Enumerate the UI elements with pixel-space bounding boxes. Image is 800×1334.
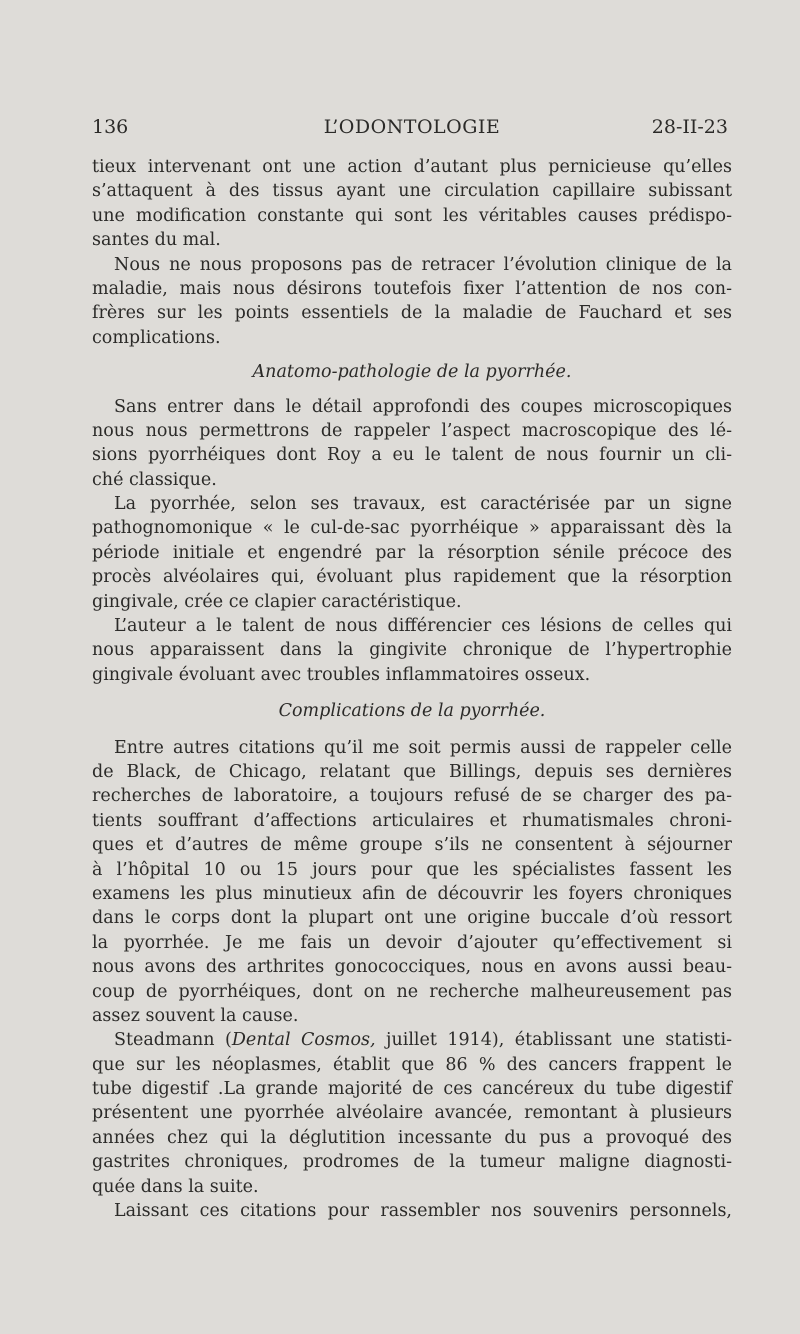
text-line: gingivale, crée ce clapier caractéristique. — [92, 591, 462, 612]
text-line: quée dans la suite. — [92, 1176, 259, 1197]
text-line: recherches de laboratoire, a toujours refusé de se charger des pa- — [92, 786, 732, 807]
text-line: nous nous permettrons de rappeler l’aspect macroscopique des lé- — [92, 420, 732, 441]
text-line: ques et d’autres de même groupe s’ils ne consentent à séjourner — [92, 835, 732, 856]
journal-title: L’ODONTOLOGIE — [323, 116, 501, 138]
text-line-with-citation — [92, 1028, 732, 1052]
text-line: années chez qui la déglutition incessante du pus a provoqué des — [92, 1127, 732, 1148]
text-line: à l’hôpital 10 ou 15 jours pour que les spécialistes fassent les — [92, 859, 732, 880]
text-line: La pyorrhée, selon ses travaux, est caractérisée par un signe — [114, 494, 732, 515]
text-line: Entre autres citations qu’il me soit permis aussi de rappeler celle — [114, 737, 732, 758]
text-line: L’auteur a le talent de nous différencier ces lésions de celles qui — [114, 616, 732, 637]
section-heading: Anatomo-pathologie de la pyorrhée. — [252, 362, 572, 383]
text-line: gingivale évoluant avec troubles inflammatoires osseux. — [92, 664, 591, 685]
text-line: tieux intervenant ont une action d’autant plus pernicieuse qu’elles — [92, 157, 732, 177]
text-line: complications. — [92, 327, 221, 348]
text-line: nous apparaissent dans la gingivite chronique de l’hypertrophie — [92, 640, 732, 661]
text-fragment: juillet 1914), établissant une statisti- — [375, 1030, 733, 1051]
text-line: gastrites chroniques, prodromes de la tumeur maligne diagnosti- — [92, 1152, 732, 1173]
text-line: procès alvéolaires qui, évoluant plus rapidement que la résorption — [92, 567, 732, 588]
text-line: maladie, mais nous désirons toutefois fixer l’attention de nos con- — [92, 278, 732, 299]
text-line: que sur les néoplasmes, établit que 86 % des cancers frappent le — [92, 1054, 732, 1075]
paragraph — [92, 1028, 732, 1199]
text-line: sions pyorrhéiques dont Roy a eu le talent de nous fournir un cli- — [92, 445, 732, 466]
text-line: la pyorrhée. Je me fais un devoir d’ajouter qu’effectivement si — [92, 932, 732, 953]
text-fragment: Steadmann ( — [114, 1030, 232, 1051]
section-heading: Complications de la pyorrhée. — [278, 701, 546, 722]
text-line: examens les plus minutieux afin de découvrir les foyers chroniques — [92, 883, 732, 904]
text-line: présentent une pyorrhée alvéolaire avancée, remontant à plusieurs — [92, 1103, 732, 1124]
paragraph — [92, 155, 732, 253]
text-line: période initiale et engendré par la résorption sénile précoce des — [92, 542, 732, 563]
paragraph — [92, 614, 732, 687]
running-header — [92, 116, 732, 144]
text-line: Nous ne nous proposons pas de retracer l’évolution clinique de la — [114, 254, 732, 275]
text-line: assez souvent la cause. — [92, 1005, 299, 1026]
journal-citation: Dental Cosmos, — [231, 1030, 376, 1051]
text-line: dans le corps dont la plupart ont une origine buccale d’où ressort — [92, 908, 732, 929]
text-line: Sans entrer dans le détail approfondi des coupes microscopiques — [114, 396, 732, 417]
paragraph — [92, 395, 732, 493]
text-line: tients souffrant d’affections articulaires et rhumatismales chroni- — [92, 810, 732, 831]
paragraph — [92, 253, 732, 351]
text-line: s’attaquent à des tissus ayant une circulation capillaire subissant — [92, 181, 732, 202]
text-line: coup de pyorrhéiques, dont on ne recherche malheureusement pas — [92, 981, 732, 1002]
body-text — [92, 155, 732, 1223]
text-line: une modification constante qui sont les véritables causes prédispo- — [92, 205, 732, 226]
paragraph — [92, 1199, 732, 1223]
text-line: nous avons des arthrites gonococciques, nous en avons aussi beau- — [92, 957, 732, 978]
text-line: pathognomonique « le cul-de-sac pyorrhéique » apparaissant dès la — [92, 518, 732, 539]
issue-date: 28-II-23 — [651, 116, 728, 138]
text-line: de Black, de Chicago, relatant que Billings, depuis ses dernières — [92, 761, 732, 782]
text-line: santes du mal. — [92, 230, 221, 251]
page-number: 136 — [92, 116, 129, 138]
paragraph — [92, 492, 732, 614]
text-line: ché classique. — [92, 469, 217, 490]
text-line: frères sur les points essentiels de la maladie de Fauchard et ses — [92, 303, 732, 324]
text-line: Laissant ces citations pour rassembler nos souvenirs personnels, — [114, 1201, 732, 1222]
text-line: tube digestif .La grande majorité de ces cancéreux du tube digestif — [92, 1079, 732, 1100]
paragraph — [92, 736, 732, 1029]
